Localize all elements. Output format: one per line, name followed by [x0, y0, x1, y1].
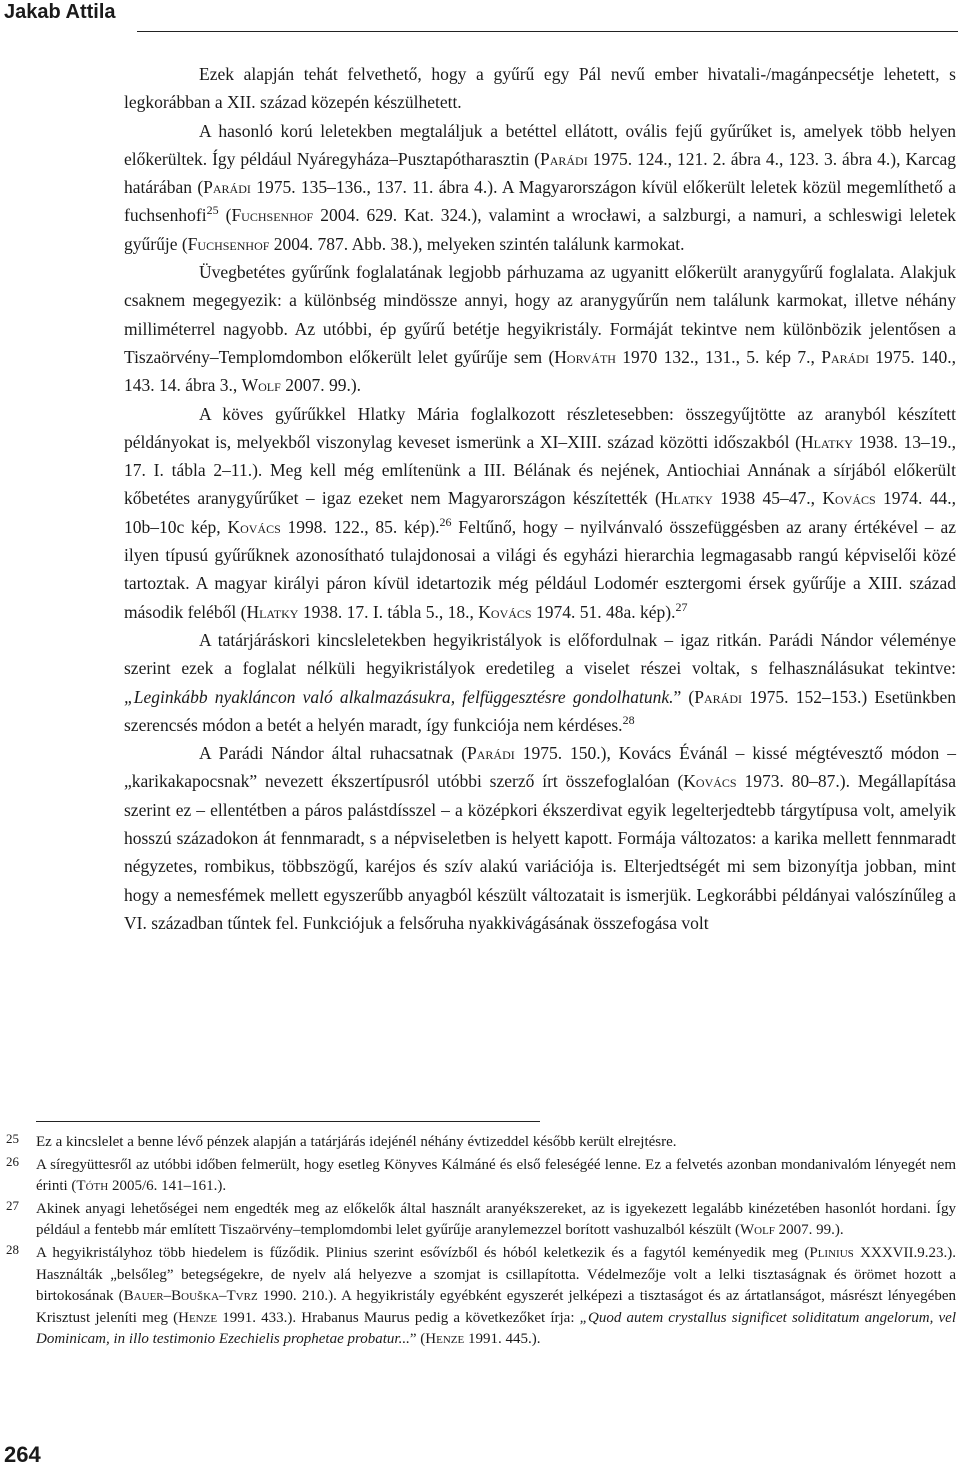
citation-author: Fuchsenhof: [187, 233, 270, 254]
footnote-25: [6, 1131, 956, 1154]
citation-author: Parádi: [821, 346, 869, 367]
paragraph-1: [124, 60, 956, 117]
text-run: 1975. 140., 143. 14. ábra 3.,: [124, 346, 956, 396]
citation-author: Wolf: [241, 375, 281, 396]
footnote-reference[interactable]: 27: [675, 599, 688, 614]
paragraph-3: [124, 258, 956, 399]
text-run: 1974. 51. 48a. kép).: [531, 601, 676, 622]
text-run: Ezek alapján tehát felvethető, hogy a gyűrű egy Pál nevű ember hivatali-/magánpecsétje lehetett, s legkorábban a XII. század közepén készülhetett.: [124, 64, 956, 113]
citation-author: Henze: [425, 1331, 465, 1348]
citation-author: Kovács: [822, 488, 876, 509]
main-text: [124, 60, 956, 937]
header-rule: [137, 31, 958, 32]
footnote-text: Ez a kincslelet a benne lévő pénzek alapján a tatárjárás idejénél néhány évtizeddel később került elrejtésre.: [36, 1134, 677, 1150]
citation-author: Hlatky: [660, 488, 713, 509]
text-run: 1975. 135–136., 137. 11. ábra 4.). A Magyarországon kívül előkerült leletek közül megemlíthető a fuchsenhofi: [124, 177, 956, 226]
footnote-reference[interactable]: 26: [439, 514, 452, 529]
footnote-reference[interactable]: 28: [622, 713, 635, 727]
citation-author: Fuchsenhof: [231, 205, 314, 226]
footnote-text: 1991. 445.).: [464, 1331, 541, 1348]
citation-author: Parádi: [203, 177, 251, 198]
text-run: ” (: [673, 686, 695, 707]
quotation-italic: „Quod autem crystallus significet soliditatum angelorum, vel Dominicam, in illo testimonio Ezechielis prophetae probatur...: [36, 1309, 956, 1348]
footnote-separator: [36, 1121, 540, 1122]
footnote-text: 2007. 99.).: [774, 1222, 844, 1239]
footnotes: [6, 1131, 956, 1352]
footnote-text: ” (: [409, 1331, 426, 1348]
text-run: 1973. 80–87.). Megállapítása szerint ez – ellentétben a páros palástdísszel – a középkori ékszerdivat egyik legelterjedtebb tárgytípusa volt, amelyik hosszú századokon át fennmaradt, s a népviseletben is helyett kapott. Formája változatos: a karika mellett fennmaradt négyzetes, rombikus, többszögű, karéjos és szív alakú variációja is. Elterjedtségét mi sem bizonyítja jobban, mint hogy a nemesfémek mellett egyszerűbb anyagból készült változatait is ismerjük. Legkorábbi példányai valószínűleg a VI. században tűntek fel. Funkciójuk a felsőruha nyakkivágásának összefogása volt: [124, 771, 956, 933]
footnote-text: Akinek anyagi lehetőségei nem engedték meg az előkelők által használt aranyékszereket, az is igyekezett legalább kinézetében hasonlót hordani. Így például a fentebb már említett Tiszaörvény–templomdombi lelet gyűrűje aranylemezzel borított vashuzalból készült (: [36, 1200, 956, 1239]
citation-author: Kovács: [478, 601, 532, 622]
footnote-text: 2005/6. 141–161.).: [108, 1178, 227, 1195]
page-number: 264: [4, 1442, 41, 1467]
paragraph-5: [124, 626, 956, 739]
quotation-italic: „Leginkább nyakláncon való alkalmazásukra, felfüggesztésre gondolhatunk.: [124, 686, 674, 707]
citation-author: Horváth: [554, 346, 616, 367]
text-run: A köves gyűrűkkel Hlatky Mária foglalkozott részletesebben: összegyűjtötte az aranyból készített példányokat is, melyekből viszonylag keveset ismerünk a XI–XIII. század közötti időszakból (: [124, 403, 956, 452]
paragraph-2: [124, 117, 956, 258]
text-run: 1975. 152–153.) Esetünkben szerencsés módon a betét a helyén maradt, így funkciója nem kérdéses.: [124, 686, 956, 735]
citation-author: Kovács: [683, 771, 737, 792]
text-run: Üvegbetétes gyűrűnk foglalatának legjobb párhuzama az ugyanitt előkerült aranygyűrű foglalata. Alakjuk csaknem megegyezik: a különbség mindössze annyi, hogy az aranygyűrűn nem találunk karmokat, illetve néhány milliméterrel nagyobb. Az utóbbi, ép gyűrű betétje hegyikristály. Formáját tekintve nem különbözik jelentősen a Tiszaörvény–Templomdombon előkerült lelet gyűrűje sem (: [124, 262, 956, 367]
citation-author: Bauer–Bouška–Tvrz: [123, 1288, 258, 1305]
text-run: 1975. 150.), Kovács Évánál – kissé mégtévesztő módon – „karikakapocsnak” nevezett ékszertípusról utóbbi szerző írt összefoglalóan (: [124, 743, 956, 792]
footnote-27: [6, 1197, 956, 1242]
text-run: 1938 45–47.,: [712, 488, 823, 509]
paragraph-4: [124, 400, 956, 626]
citation-author: Parádi: [467, 743, 515, 764]
footnote-number: 25: [6, 1131, 19, 1146]
citation-author: Kovács: [227, 516, 281, 537]
footnote-number: 26: [6, 1153, 19, 1169]
text-run: 1975. 124., 121. 2. ábra 4., 123. 3. ábra 4.), Karcag határában (: [124, 148, 956, 198]
citation-author: Plinius: [809, 1244, 854, 1261]
footnote-28: [6, 1241, 956, 1351]
text-run: 1998. 122., 85. kép).: [280, 516, 440, 537]
text-run: 2004. 787. Abb. 38.), melyeken szintén találunk karmokat.: [269, 233, 685, 254]
citation-author: Hlatky: [246, 601, 299, 622]
text-run: 1974. 44., 10b–10c kép,: [124, 488, 956, 537]
running-header-author: Jakab Attila: [4, 1, 116, 23]
text-run: A tatárjáráskori kincsleletekben hegyikristályok is előfordulnak – igaz ritkán. Parádi Nándor véleménye szerint ezek a foglalat nélküli hegyikristályok eredetileg a viselet részei voltak, s felhasználásukat tekintve:: [124, 629, 956, 679]
text-run: 1938. 17. I. tábla 5., 18.,: [298, 601, 479, 622]
footnote-text: A hegyikristályhoz több hiedelem is fűződik. Plinius szerint esővízből és hóból keletkezik és a fagytól keményedik meg (: [36, 1244, 810, 1261]
citation-author: Parádi: [694, 686, 742, 707]
text-run: (: [218, 205, 232, 226]
citation-author: Parádi: [539, 148, 588, 169]
text-run: A hasonló korú leletekben megtaláljuk a betéttel ellátott, ovális fejű gyűrűket is, amelyek több helyen előkerültek. Így például Nyáregyháza–Pusztapótharasztin (: [124, 120, 956, 169]
footnote-text: 1991. 433.). Hrabanus Maurus pedig a következőket írja:: [217, 1309, 580, 1326]
footnote-text: 1990. 210.). A hegyikristály egyébként egyszerét jelképezi a tisztaságot és az ártatlanságot, másrészt lényegében Krisztust jeleníti meg (: [36, 1288, 956, 1326]
citation-author: Hlatky: [800, 431, 853, 452]
paragraph-6: [124, 739, 956, 937]
text-run: A Parádi Nándor által ruhacsatnak (: [199, 743, 468, 764]
footnote-reference[interactable]: 25: [206, 203, 219, 218]
footnote-number: 28: [6, 1241, 19, 1257]
text-run: 2004. 629. Kat. 324.), valamint a wrocławi, a salzburgi, a namuri, a schleswigi leletek gyűrűje (: [124, 205, 956, 254]
text-run: 1938. 13–19., 17. I. tábla 2–11.). Meg kell még említenünk a III. Bélának és nejének, Antiochiai Annának a sírjából előkerült kőbetétes aranygyűrűket – igaz ezeket nem Magyarországon készítették (: [124, 431, 956, 509]
citation-author: Tóth: [76, 1178, 109, 1195]
text-run: Feltűnő, hogy – nyilvánvaló összefüggésben az arany értékével – az ilyen típusú gyűrűknek azonosítható tulajdonosai a világi és egyházi hierarchia legmagasabb rangú képviselői közé tartoztak. A magyar királyi páron kívül idetartozik még például Lodomér esztergomi érsek gyűrűje a XIII. század második feléből (: [124, 516, 956, 622]
citation-author: Wolf: [739, 1222, 775, 1239]
text-run: 2007. 99.).: [280, 375, 362, 396]
footnote-number: 27: [6, 1197, 19, 1213]
footnote-26: [6, 1153, 956, 1198]
text-run: 1970 132., 131., 5. kép 7.,: [615, 346, 822, 367]
citation-author: Henze: [178, 1309, 218, 1326]
footnote-text: A síregyüttesről az utóbbi időben felmerült, hogy esetleg Könyves Kálmáné és első feleségéé lenne. Ez a felvetés azonban mondanivalóm lényegét nem érinti (: [36, 1156, 956, 1195]
footnote-text: XXXVII.9.23.). Használták „belsőleg” betegségekre, de nyelv alá helyezve a szomjat is csillapította. Védelmezője volt a lelki tisztaságnak és örömet hozott a birtokosának (: [36, 1244, 956, 1305]
